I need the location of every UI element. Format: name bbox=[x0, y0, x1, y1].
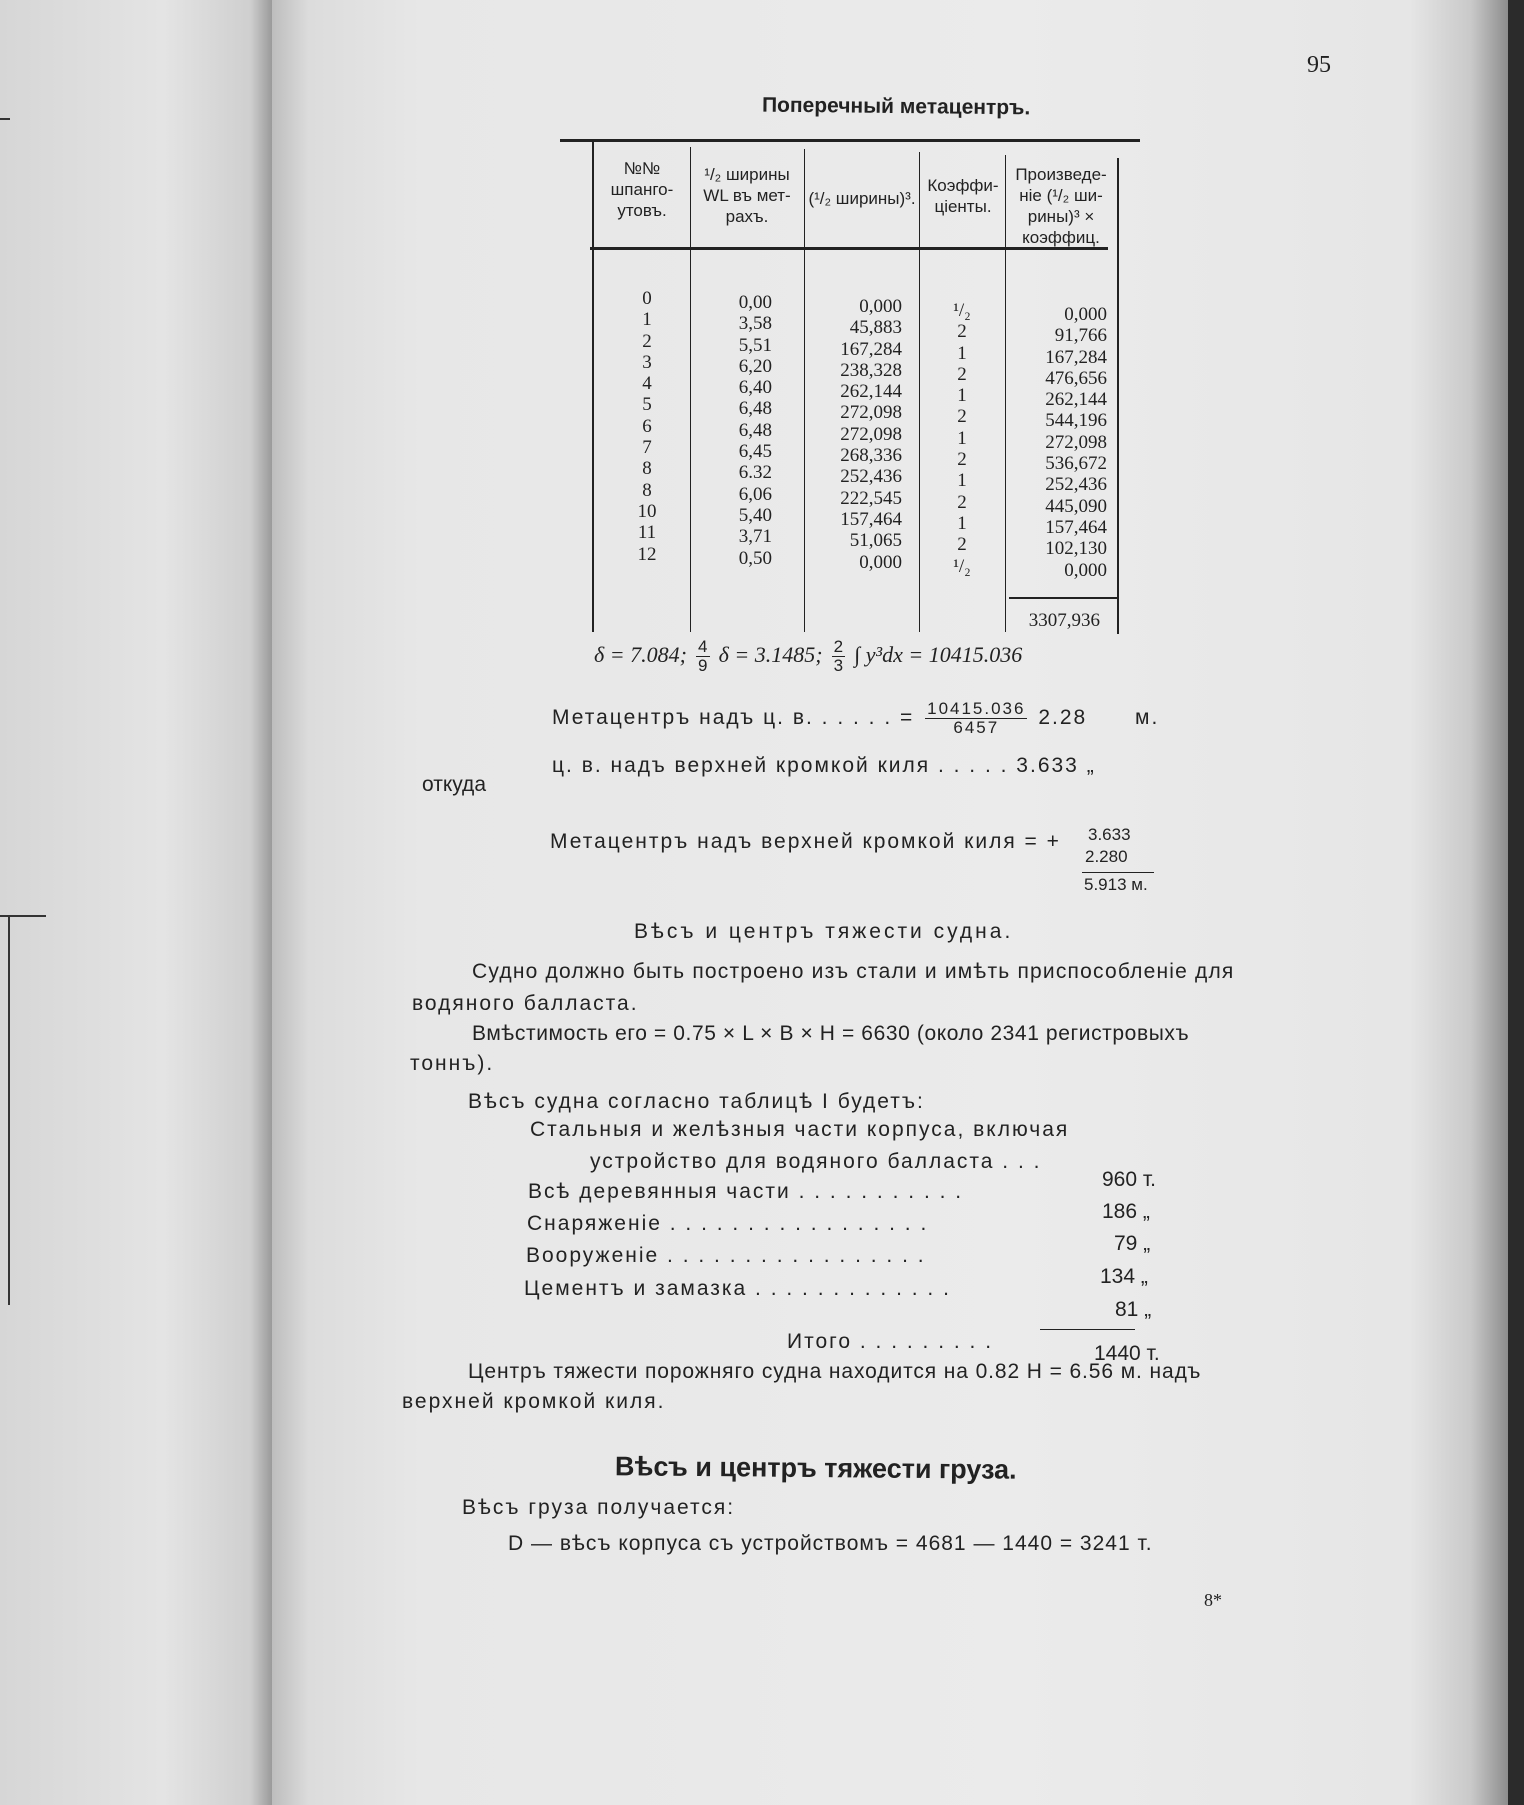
weights-total-rule bbox=[1040, 1329, 1135, 1330]
left-page-rule bbox=[8, 915, 10, 1305]
sum-total: 5.913 м. bbox=[1084, 875, 1148, 894]
product-column: 0,000 91,766 167,284 476,656 262,144 544,196 272,098 536,672 252,436 445,090 157,464 102,130 0,000 bbox=[1045, 304, 1107, 581]
table-sum-rule bbox=[1009, 597, 1119, 599]
sum-b: 2.280 bbox=[1085, 847, 1128, 866]
table-col-rule bbox=[1117, 158, 1119, 634]
table-col-rule bbox=[1005, 155, 1006, 632]
page-number: 95 bbox=[1307, 52, 1331, 78]
table-col-rule bbox=[592, 142, 594, 632]
weight-item-label: Стальныя и желѣзныя части корпуса, включая bbox=[530, 1118, 1070, 1141]
header-coef: Коэффи-ціенты. bbox=[927, 176, 999, 216]
section2-p2: D — вѣсъ корпуса съ устройствомъ = 4681 — 1440 = 3241 т. bbox=[508, 1532, 1153, 1555]
fraction-metacentre: $\frac{10415.036}{6457}$ bbox=[927, 699, 1026, 737]
weight-item-label: Вооруженіе . . . . . . . . . . . . . . . . . bbox=[526, 1244, 926, 1267]
fraction-4-9: $\frac{4}{9}$ bbox=[698, 637, 708, 675]
formula-integral: ∫ y³dx = 10415.036 bbox=[854, 642, 1023, 668]
half-width-column: 0,00 3,58 5,51 6,20 6,40 6,48 6,48 6,45 6.32 6,06 5,40 3,71 0,50 bbox=[738, 292, 772, 569]
header-cube: (¹/₂ ширины)³. bbox=[808, 189, 916, 208]
cg-line1: Центръ тяжести порожняго судна находится на 0.82 H = 6.56 м. надъ bbox=[468, 1360, 1202, 1383]
weight-item-label: Снаряженіе . . . . . . . . . . . . . . . . . bbox=[527, 1212, 929, 1235]
cg-line2: верхней кромкой киля. bbox=[402, 1390, 666, 1413]
weight-item-label: Цементъ и замазка . . . . . . . . . . . . . bbox=[524, 1277, 951, 1300]
section1-p1-line1: Судно должно быть построено изъ стали и имѣть приспособленіе для bbox=[472, 960, 1235, 983]
header-frames: №№ шпанго-утовъ. bbox=[610, 159, 674, 220]
coef-column: ¹/₂ 2 1 2 1 2 1 2 1 2 1 2 ¹/₂ bbox=[953, 300, 971, 577]
metacentre-line3: Метацентръ надъ верхней кромкой киля = + bbox=[550, 830, 1061, 853]
metacentre-line2: ц. в. надъ верхней кромкой киля . . . . . 3.633 „ bbox=[552, 754, 1096, 777]
weight-item-label: устройство для водяного балласта . . . bbox=[590, 1150, 1042, 1173]
product-total: 3307,936 bbox=[1028, 610, 1100, 631]
section2-p1: Вѣсъ груза получается: bbox=[462, 1496, 736, 1519]
section2-heading: Вѣсъ и центръ тяжести груза. bbox=[614, 1451, 1017, 1485]
section1-p1-line2: водяного балласта. bbox=[412, 992, 639, 1015]
weights-total-value: 1440 т. bbox=[1094, 1342, 1160, 1365]
left-page-mark bbox=[0, 118, 10, 120]
header-product: Произведе-ніе (¹/₂ ши-рины)³ × коэффиц. bbox=[1015, 165, 1107, 247]
header-half-width: ¹/₂ ширины WL въ мет-рахъ. bbox=[703, 165, 791, 226]
otkuda-word: откуда bbox=[422, 773, 486, 796]
weights-total-label: Итого . . . . . . . . . bbox=[787, 1330, 994, 1353]
section1-p3: Вѣсъ судна согласно таблицѣ I будетъ: bbox=[468, 1090, 925, 1113]
table-col-rule bbox=[804, 149, 805, 632]
section1-p2-line2: тоннъ). bbox=[410, 1052, 495, 1075]
weight-item-value: 79 „ bbox=[1114, 1232, 1151, 1255]
formula-line bbox=[594, 638, 1022, 675]
left-page-edge bbox=[0, 0, 272, 1805]
sum-a: 3.633 bbox=[1088, 825, 1131, 844]
formula-delta: δ = 7.084; bbox=[594, 642, 687, 668]
left-page-rule bbox=[0, 915, 46, 917]
sum-rule bbox=[1082, 872, 1154, 873]
cube-column: 0,000 45,883 167,284 238,328 262,144 272,098 272,098 268,336 252,436 222,545 157,464 51,065 0,000 bbox=[840, 296, 902, 573]
weight-item-label: Всѣ деревянныя части . . . . . . . . . . . bbox=[528, 1180, 964, 1203]
table-title: Поперечный метацентръ. bbox=[761, 93, 1031, 120]
weight-item-value: 960 т. bbox=[1102, 1168, 1156, 1191]
table-top-rule bbox=[560, 139, 1140, 142]
frames-column: 0 1 2 3 4 5 6 7 8 8 10 11 12 bbox=[637, 288, 657, 565]
book-page bbox=[272, 0, 1508, 1805]
weight-item-value: 186 „ bbox=[1102, 1200, 1150, 1223]
weight-item-value: 81 „ bbox=[1115, 1298, 1152, 1321]
table-col-rule bbox=[919, 152, 920, 632]
table-col-rule bbox=[690, 147, 691, 632]
section1-heading: Вѣсъ и центръ тяжести судна. bbox=[634, 920, 1014, 943]
formula-delta2: δ = 3.1485; bbox=[718, 642, 823, 668]
fraction-2-3: $\frac{2}{3}$ bbox=[833, 637, 844, 675]
metacentre-line1: Метацентръ надъ ц. в. . . . . . = $\frac{10415.036}{6457}$ 2.28 м. bbox=[552, 699, 1160, 737]
weight-item-value: 134 „ bbox=[1100, 1265, 1148, 1288]
section1-p2-line1: Вмѣстимость его = 0.75 × L × B × H = 6630 (около 2341 регистровыхъ bbox=[472, 1022, 1190, 1045]
footer-signature-mark: 8* bbox=[1204, 1590, 1222, 1610]
